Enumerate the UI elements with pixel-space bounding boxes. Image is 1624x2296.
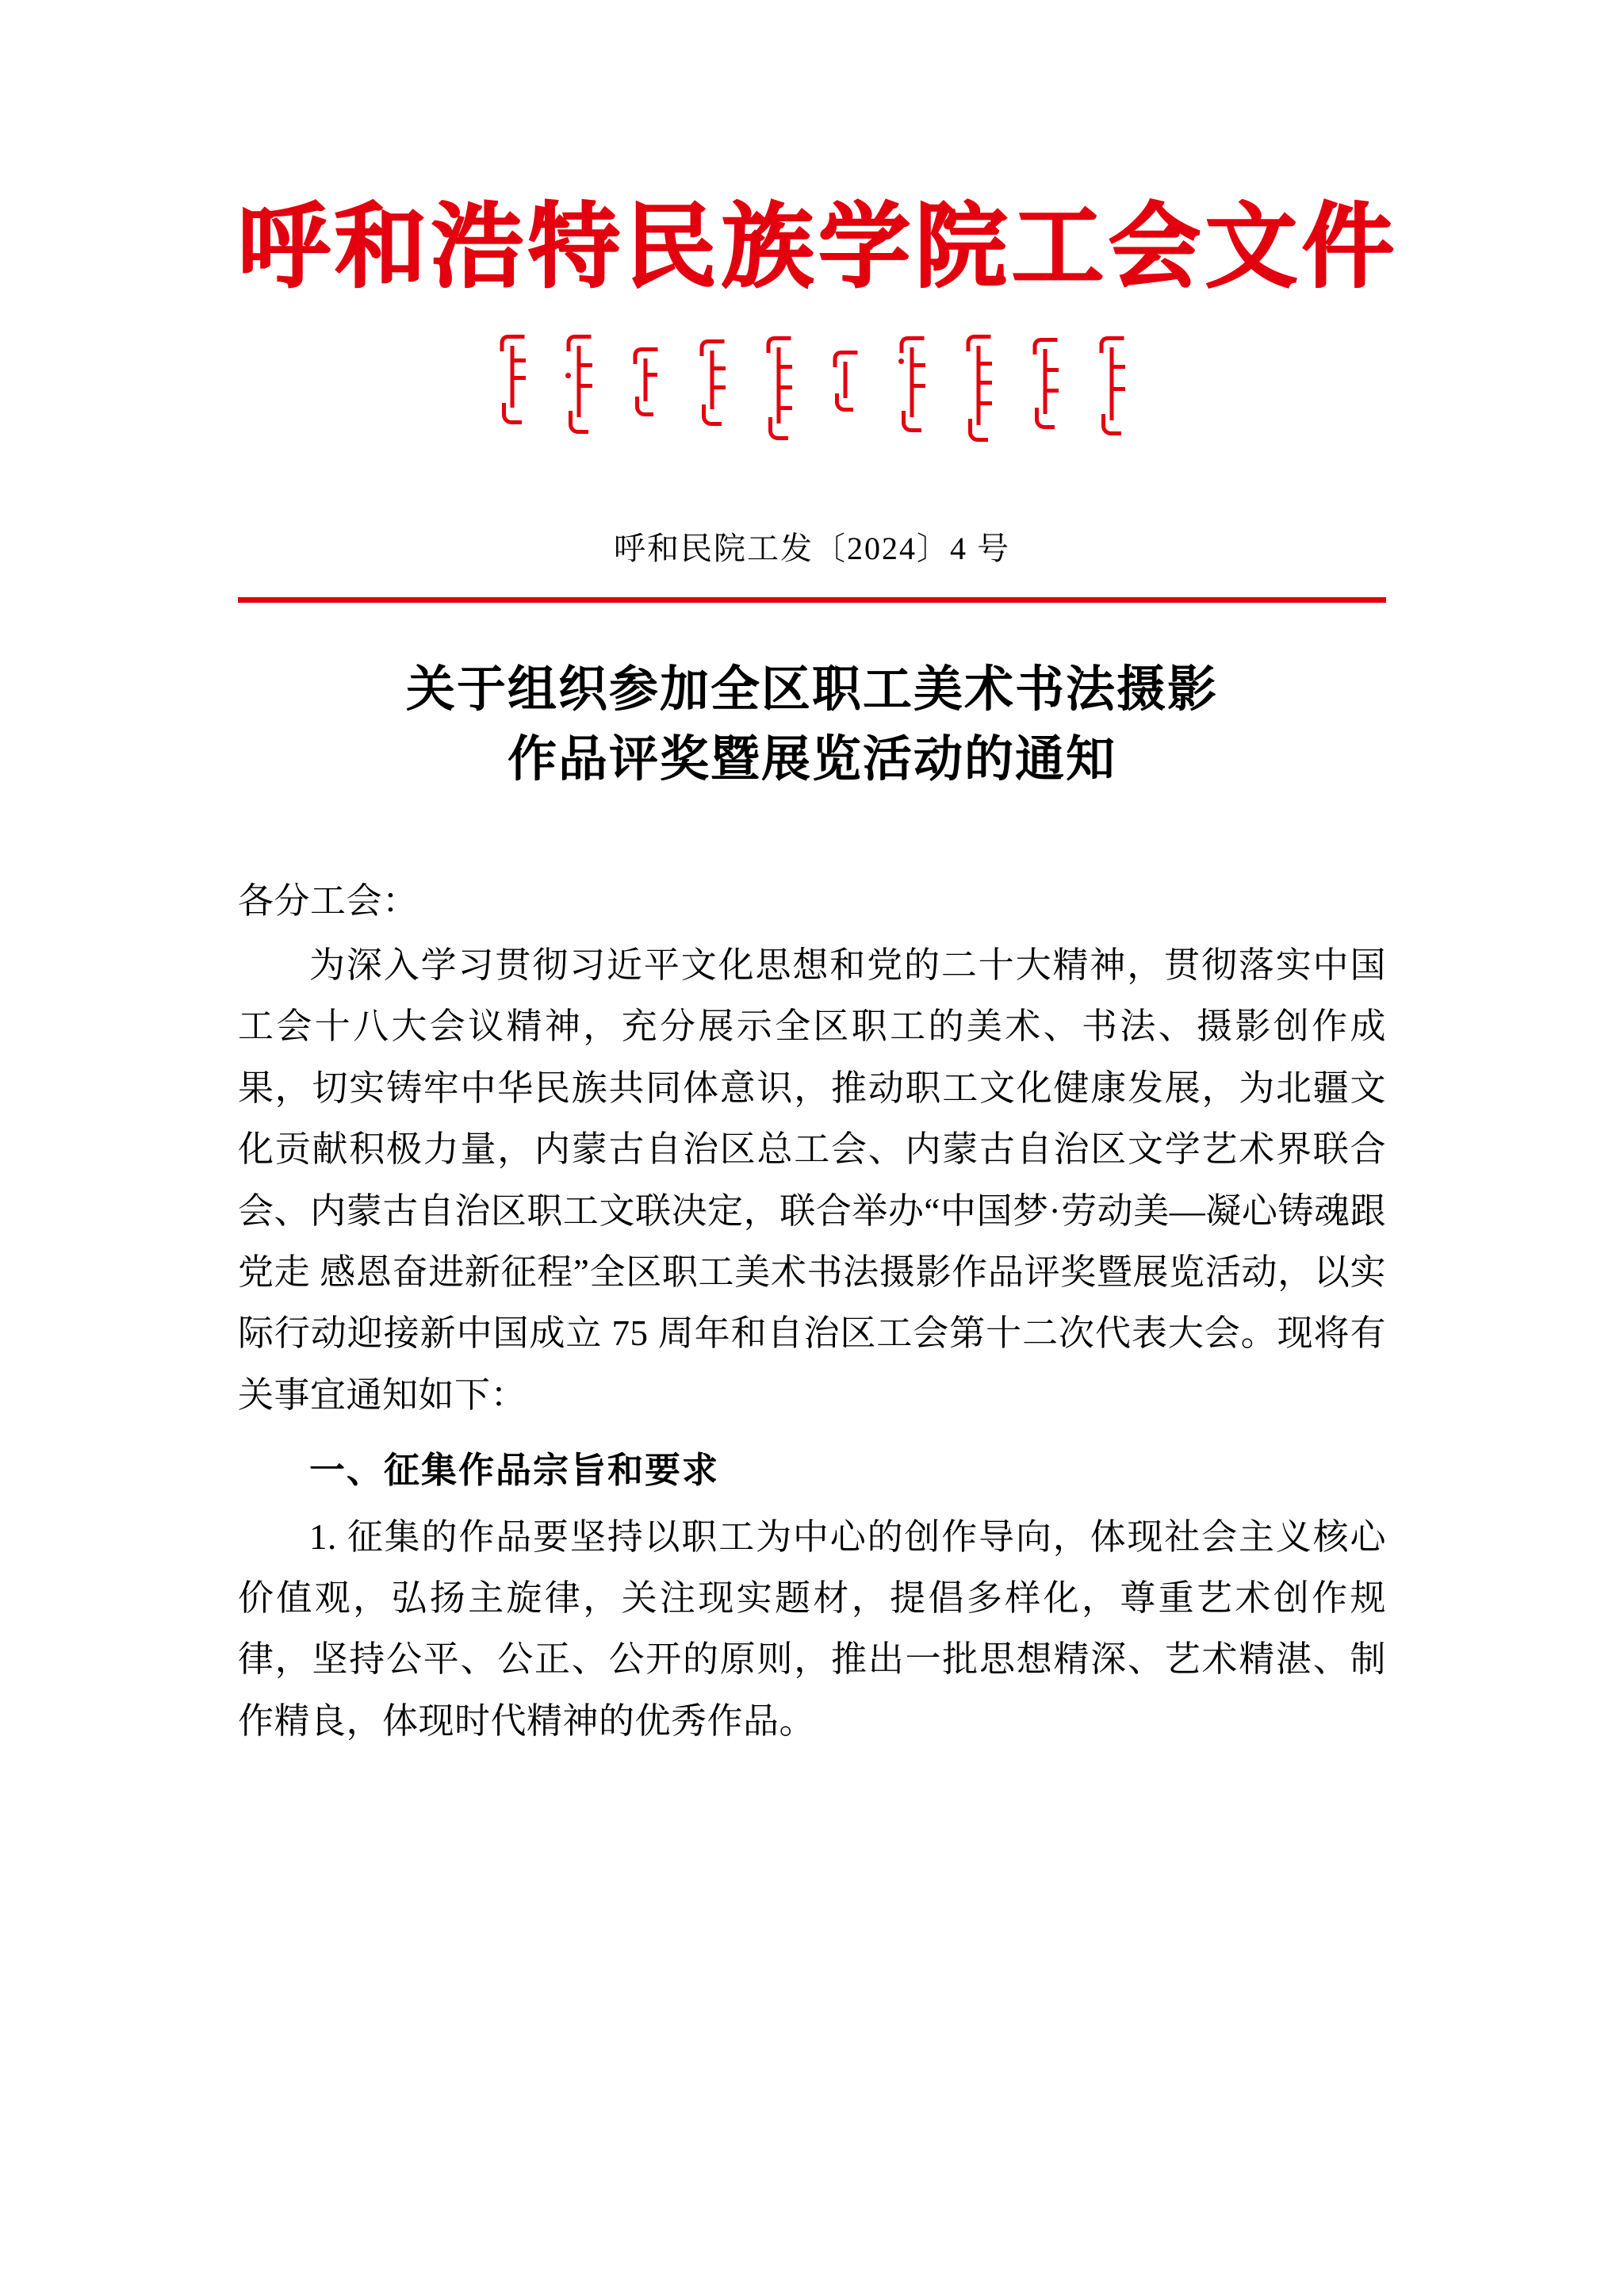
document-number: 呼和民院工发〔2024〕4 号 [614,530,1010,566]
section-heading-1: 一、征集作品宗旨和要求 [309,1451,720,1491]
mongolian-glyph-column [1030,332,1060,450]
page-title-line-1: 关于组织参加全区职工美术书法摄影 [405,662,1218,717]
mongolian-glyph-column [830,332,860,450]
document-body [238,871,1386,1752]
page-title-line-2: 作品评奖暨展览活动的通知 [507,732,1116,787]
masthead [238,0,1399,450]
mongolian-glyph-column [497,332,527,450]
body-paragraph-1: 为深入学习贯彻习近平文化思想和党的二十大精神，贯彻落实中国工会十八大会议精神，充分展示全区职工的美术、书法、摄影创作成果，切实铸牢中华民族共同体意识，推动职工文化健康发展，为北疆文化贡献积极力量，内蒙古自治区总工会、内蒙古自治区文学艺术界联合会、内蒙古自治区职工文联决定，联合举办“中国梦·劳动美—凝心铸魂跟党走 感恩奋进新征程”全区职工美术书法摄影作品评奖暨展览活动，以实际行动迎接新中国成立 75 周年和自治区工会第十二次代表大会。现将有关事宜通知如下： [238,945,1386,1415]
section-1-item-1: 1. 征集的作品要坚持以职工为中心的创作导向，体现社会主义核心价值观，弘扬主旋律，关注现实题材，提倡多样化，尊重艺术创作规律，坚持公平、公正、公开的原则，推出一批思想精深、艺术精湛、制作精良，体现时代精神的优秀作品。 [238,1516,1386,1741]
red-divider-rule [238,597,1386,603]
mongolian-script-header [238,332,1386,450]
salutation: 各分工会： [238,880,419,921]
mongolian-glyph-column [1097,332,1127,450]
mongolian-glyph-column [963,332,994,450]
page-title [238,655,1386,795]
mongolian-glyph-column [630,332,661,450]
mongolian-glyph-column [897,332,927,450]
mongolian-glyph-column [564,332,594,450]
masthead-title: 呼和浩特民族学院工会文件 [238,197,1399,299]
mongolian-glyph-column [764,332,794,450]
mongolian-glyph-column [697,332,727,450]
